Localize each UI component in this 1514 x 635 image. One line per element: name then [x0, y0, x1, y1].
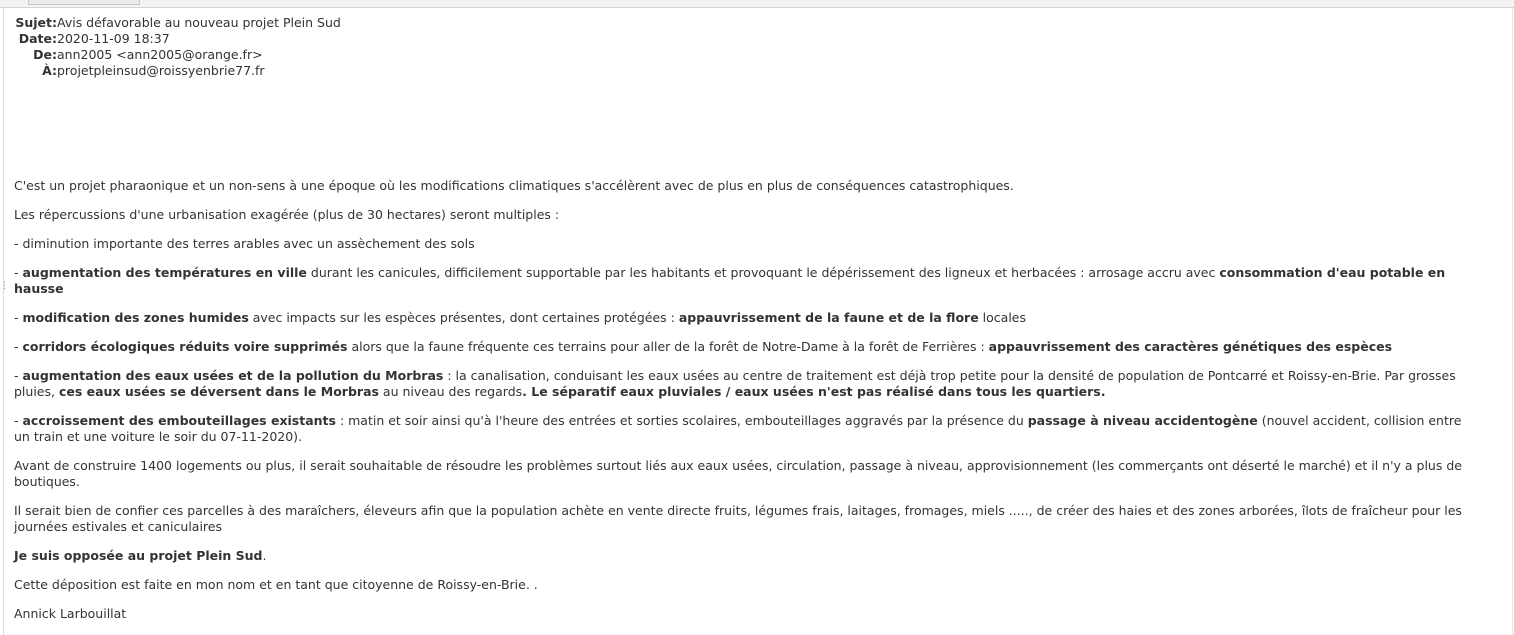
- to-row: [14, 63, 341, 79]
- body-item-wetlands: [14, 310, 1464, 326]
- item-dash: -: [14, 339, 23, 354]
- date-value: 2020-11-09 18:37: [57, 31, 170, 46]
- item-emphasis: appauvrissement des caractères génétiques des espèces: [988, 339, 1393, 354]
- item-emphasis: ces eaux usées se déversent dans le Morbras: [58, 384, 379, 399]
- item-emphasis: augmentation des températures en ville: [22, 265, 307, 280]
- body-item-traffic: [14, 413, 1464, 445]
- item-text: durant les canicules, difficilement supportable par les habitants et provoquant le dépérissement des ligneux et herbacées : arrosage accru avec: [306, 265, 1220, 280]
- body-item-temperatures: [14, 265, 1464, 297]
- opposition-period: .: [262, 548, 267, 563]
- splitter-grip-icon[interactable]: ⋮: [0, 281, 9, 291]
- item-text: : la canalisation, conduisant les eaux usées au centre de traitement est déjà trop petite pour la densité de population de Pontcarré et Roissy-en-Brie. Par grosses pluies,: [14, 368, 1456, 399]
- message-body: [14, 178, 1464, 635]
- body-item-corridors: [14, 339, 1464, 355]
- item-dash: -: [14, 413, 23, 428]
- to-value[interactable]: projetpleinsud@roissyenbrie77.fr: [57, 63, 265, 78]
- to-label: À:: [42, 63, 57, 78]
- body-paragraph-housing: Avant de construire 1400 logements ou plus, il serait souhaitable de résoudre les problèmes surtout liés aux eaux usées, circulation, passage à niveau, approvisionnement (les commerçants ont déserté le marché) et il n'y a plus de boutiques.: [14, 458, 1462, 489]
- from-value[interactable]: ann2005 <ann2005@orange.fr>: [57, 47, 263, 62]
- item-text: au niveau des regards: [378, 384, 523, 399]
- item-emphasis: accroissement des embouteillages existants: [22, 413, 336, 428]
- item-text: (nouvel accident, collision entre un train et une voiture le soir du 07-11-2020).: [14, 413, 1462, 444]
- date-label: Date:: [18, 31, 57, 46]
- top-toolbar-strip: [0, 0, 1514, 8]
- opposition-statement: Je suis opposée au projet Plein Sud: [14, 548, 263, 563]
- date-row: [14, 31, 341, 47]
- body-paragraph-opposition: [14, 548, 1464, 564]
- item-text: avec impacts sur les espèces présentes, dont certaines protégées :: [248, 310, 679, 325]
- from-row: [14, 47, 341, 63]
- subject-row: [14, 15, 341, 31]
- item-emphasis: modification des zones humides: [22, 310, 249, 325]
- item-text: locales: [978, 310, 1026, 325]
- signature: Annick Larbouillat: [14, 606, 127, 621]
- subject-value: Avis défavorable au nouveau projet Plein Sud: [57, 15, 341, 30]
- item-text: : matin et soir ainsi qu'à l'heure des entrées et sorties scolaires, embouteillages aggravés par la présence du: [335, 413, 1028, 428]
- subject-label: Sujet:: [15, 15, 57, 30]
- item-dash: -: [14, 310, 23, 325]
- item-text: alors que la faune fréquente ces terrains pour aller de la forêt de Notre-Dame à la forêt de Ferrières :: [347, 339, 989, 354]
- body-item-wastewater: [14, 368, 1464, 400]
- body-paragraph-intro: C'est un projet pharaonique et un non-sens à une époque où les modifications climatiques s'accélèrent avec de plus en plus de conséquences catastrophiques.: [14, 178, 1014, 193]
- item-emphasis: passage à niveau accidentogène: [1027, 413, 1258, 428]
- body-item-arable-land: - diminution importante des terres arables avec un assèchement des sols: [14, 236, 475, 251]
- body-paragraph-deposition: Cette déposition est faite en mon nom et en tant que citoyenne de Roissy-en-Brie. .: [14, 577, 538, 592]
- item-emphasis: consommation d'eau potable en hausse: [14, 265, 1446, 296]
- body-paragraph-proposal: Il serait bien de confier ces parcelles à des maraîchers, éleveurs afin que la population achète en vente directe fruits, légumes frais, laitages, fromages, miels ....., de créer des haies et des zones arborées, îlots de fraîcheur pour les journées estivales et caniculaires: [14, 503, 1462, 534]
- body-paragraph-repercussions: Les répercussions d'une urbanisation exagérée (plus de 30 hectares) seront multiples :: [14, 207, 560, 222]
- item-emphasis: appauvrissement de la faune et de la flore: [678, 310, 979, 325]
- item-emphasis: augmentation des eaux usées et de la pollution du Morbras: [22, 368, 444, 383]
- item-dash: -: [14, 368, 23, 383]
- item-emphasis: corridors écologiques réduits voire supprimés: [22, 339, 348, 354]
- item-emphasis: . Le séparatif eaux pluviales / eaux usées n'est pas réalisé dans tous les quartiers.: [522, 384, 1106, 399]
- from-label: De:: [33, 47, 57, 62]
- message-headers: [14, 15, 341, 79]
- item-dash: -: [14, 265, 23, 280]
- toolbar-tab-edge[interactable]: [28, 0, 140, 5]
